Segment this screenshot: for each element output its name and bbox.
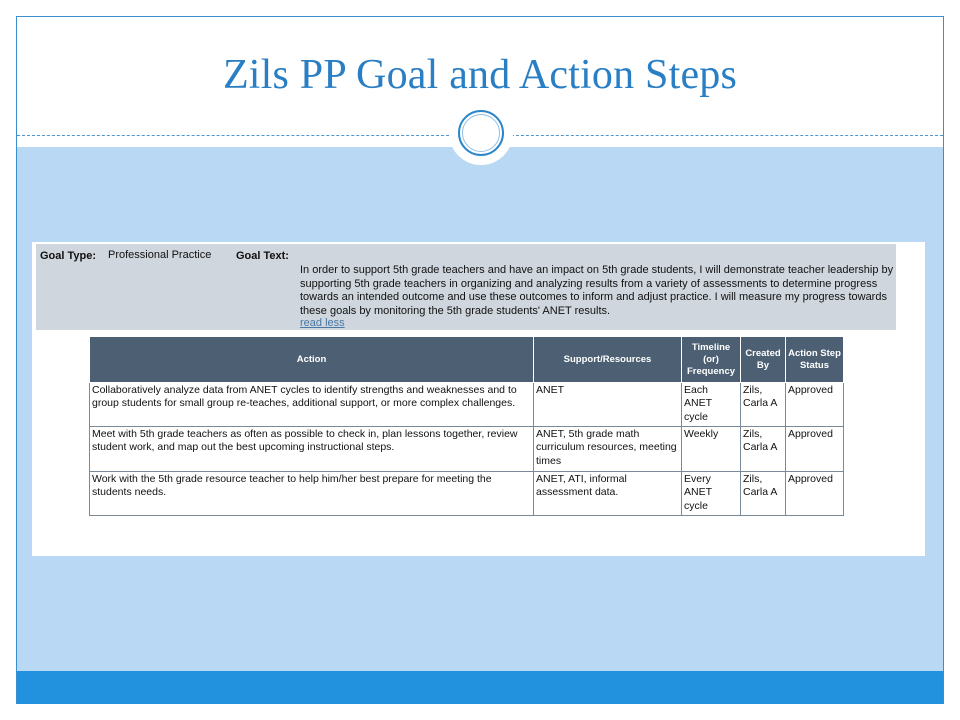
cell-action: Work with the 5th grade resource teacher to help him/her best prepare for meeting the students needs. (90, 472, 534, 516)
circle-ornament-icon (449, 101, 513, 165)
table-row (90, 383, 844, 427)
header-support: Support/Resources (534, 337, 682, 383)
embedded-screenshot (32, 242, 925, 556)
header-action: Action (90, 337, 534, 383)
cell-support: ANET (534, 383, 682, 427)
header-timeline: Timeline (or) Frequency (682, 337, 741, 383)
goal-text-value: In order to support 5th grade teachers and have an impact on 5th grade students, I will demonstrate teacher leadership by supporting 5th grade teachers in organizing and analyzing results from a variety of assessments to determine progress towards an intended outcome and use these outcomes to inform and adjust practice. I will measure my progress towards these goals by monitoring the 5th grade students' ANET results. (300, 264, 894, 317)
goal-text-label: Goal Text: (236, 250, 289, 262)
cell-timeline: Each ANET cycle (682, 383, 741, 427)
slide-title: Zils PP Goal and Action Steps (222, 52, 738, 98)
cell-status: Approved (786, 383, 844, 427)
cell-action: Meet with 5th grade teachers as often as possible to check in, plan lessons together, review student work, and map out the best upcoming instructional steps. (90, 427, 534, 472)
cell-support: ANET, ATI, informal assessment data. (534, 472, 682, 516)
read-less-link[interactable]: read less (300, 317, 345, 329)
action-steps-table (89, 336, 844, 516)
cell-created-by: Zils, Carla A (741, 383, 786, 427)
header-status: Action Step Status (786, 337, 844, 383)
footer-bar (17, 671, 943, 704)
header-created-by: Created By (741, 337, 786, 383)
goal-type-value: Professional Practice (108, 249, 212, 261)
cell-timeline: Weekly (682, 427, 741, 472)
cell-status: Approved (786, 427, 844, 472)
goal-panel (36, 244, 896, 330)
cell-status: Approved (786, 472, 844, 516)
cell-support: ANET, 5th grade math curriculum resources, meeting times (534, 427, 682, 472)
table-row (90, 472, 844, 516)
cell-timeline: Every ANET cycle (682, 472, 741, 516)
cell-created-by: Zils, Carla A (741, 472, 786, 516)
cell-action: Collaboratively analyze data from ANET cycles to identify strengths and weaknesses and to group students for small group re-teaches, additional support, or more complex challenges. (90, 383, 534, 427)
table-header-row (90, 337, 844, 383)
cell-created-by: Zils, Carla A (741, 427, 786, 472)
goal-type-label: Goal Type: (40, 250, 97, 262)
table-row (90, 427, 844, 472)
